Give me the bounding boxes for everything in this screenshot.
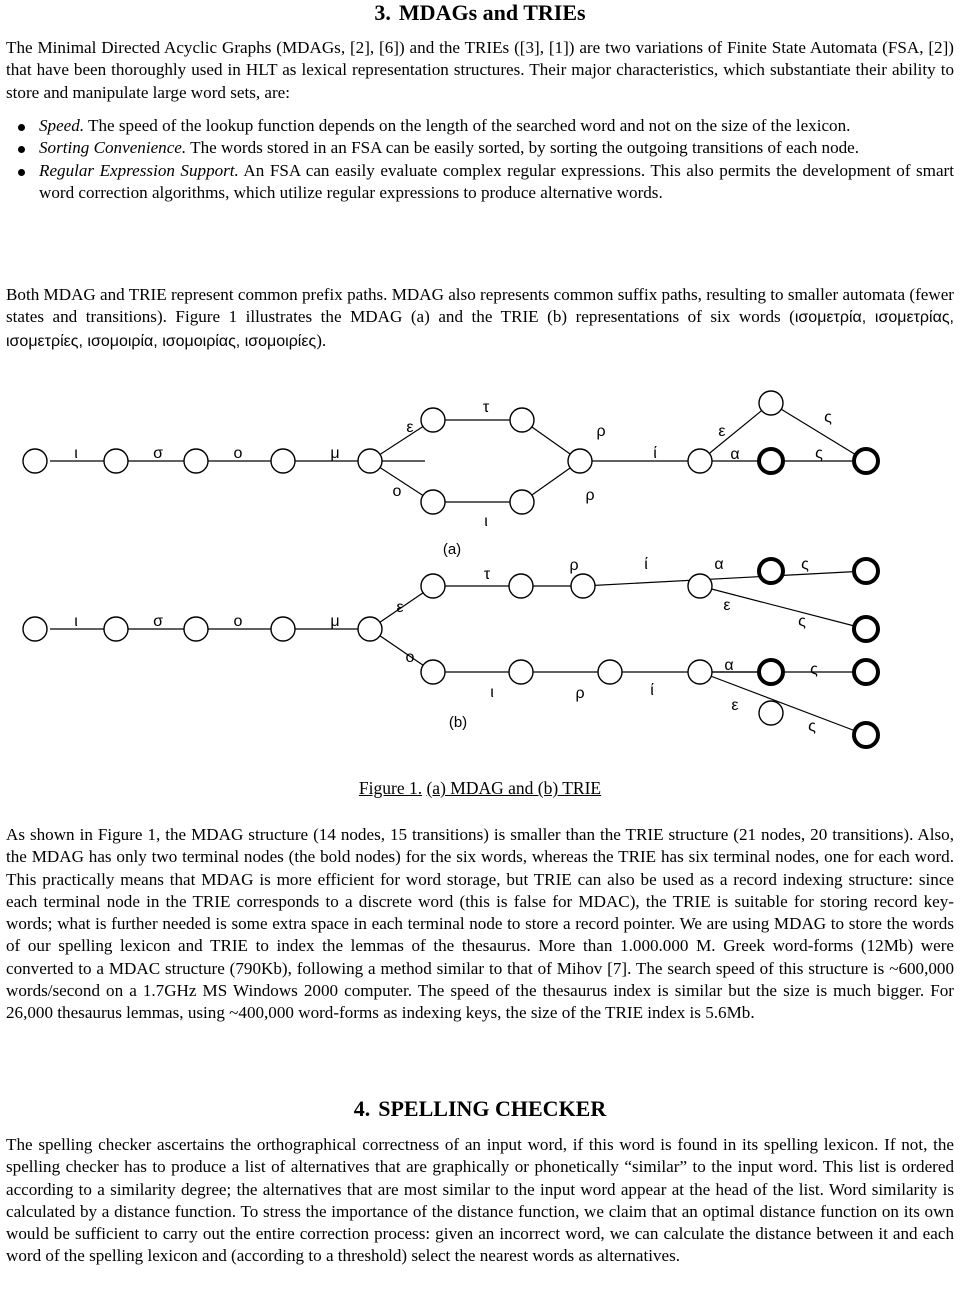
trie-node xyxy=(571,574,595,598)
section-3-heading xyxy=(0,0,960,26)
trie-edge-label: ε xyxy=(731,697,739,714)
trie-edge-label: ς xyxy=(798,613,806,630)
mdag-terminal-node xyxy=(759,449,783,473)
trie-terminal-node xyxy=(854,723,878,747)
trie-edge-label: ς xyxy=(801,556,809,573)
feature-text: The speed of the lookup function depends on the length of the searched word and not on the size of the lexicon. xyxy=(84,116,851,135)
bullet-icon xyxy=(18,146,25,153)
spelling-checker-paragraph: The spelling checker ascertains the orthographical correctness of an input word, if this word is found in its spelling lexicon. If not, the spelling checker has to produce a list of alternatives that are graphically or phonetically “similar” to the input word. This list is ordered according to a similarity degree; the alternatives that are most similar to the input word appear at the head of the list. Word similarity is calculated by a distance function. To stress the importance of the distance function, we claim that an optimal distance function on its own would be sufficient to carry out the entire correction process: given an incorrect word, we can calculate the distance between it and each word of the spelling lexicon and (according to a threshold) select the nearest words as alternatives. xyxy=(6,1135,954,1266)
trie-edge-label: ί xyxy=(650,682,654,699)
paragraph-text: Both MDAG and TRIE represent common prefix paths. MDAG also represents common suffix paths, resulting to smaller automata (fewer states and transitions). Figure 1 illustrates the MDAG (a) and the TRIE (b) representations of six words ( xyxy=(6,285,954,327)
caption-text: (a) MDAG and (b) TRIE xyxy=(426,778,602,798)
section-4-heading xyxy=(0,1096,960,1122)
mdag-node xyxy=(510,490,534,514)
mdag-edge-label: μ xyxy=(330,445,340,462)
mdag-edge-label: ο xyxy=(392,483,402,500)
trie-edge-label: ε xyxy=(396,599,404,616)
figure-1-diagram xyxy=(0,390,960,775)
trie-node xyxy=(421,660,445,684)
feature-text: The words stored in an FSA can be easily sorted, by sorting the outgoing transitions of each node. xyxy=(186,138,860,158)
feature-item xyxy=(6,115,954,137)
trie-node xyxy=(509,574,533,598)
feature-text: An FSA can easily evaluate complex regular expressions. This also permits the development of smart word correction algorithms, which utilize regular expressions to produce alternative words. xyxy=(39,160,954,202)
greek-word-list: ισομετρία, ισομετρίας, ισομετρίες, ισομοιρία, ισομοιρίας, ισομοιρίες xyxy=(6,309,954,350)
mdag-node xyxy=(688,449,712,473)
trie-edge-label: σ xyxy=(153,613,163,630)
mdag-node xyxy=(421,408,445,432)
mdag-edge-label: ι xyxy=(74,445,78,462)
trie-edge-label: α xyxy=(724,657,734,674)
mdag-edge-label: ρ xyxy=(596,423,606,440)
trie-terminal-node xyxy=(854,617,878,641)
trie-edge-label: μ xyxy=(330,613,340,630)
trie-edge-label: ς xyxy=(810,661,818,678)
trie-edge xyxy=(583,571,866,586)
panel-label-b: (b) xyxy=(448,714,468,731)
mdag-node xyxy=(358,449,382,473)
mdag-terminal-node xyxy=(854,449,878,473)
mdag-node xyxy=(568,449,592,473)
mdag-edge-label: ο xyxy=(233,445,243,462)
mdag-trie-comparison-paragraph: As shown in Figure 1, the MDAG structure (14 nodes, 15 transitions) is smaller than the TRIE structure (21 nodes, 20 transitions). Also, the MDAG has only two terminal nodes (the bold nodes) for the six words, whereas the TRIE has six terminal nodes, one for each word. This practically means that MDAG is more efficient for word storage, but TRIE can also be used as a record indexing structure: since each terminal node in the TRIE corresponds to a discrete word (this is false for MDAC), the TRIE is suitable for storing record key-words; what is further needed is some extra space in each terminal node to store a record pointer. We are using MDAG to store the words of our spelling lexicon and TRIE to index the lemmas of the thesaurus. More than 1.000.000 M. Greek word-forms (12Mb) were converted to a MDAC structure (790Kb), following a method similar to that of Mihov [7]. The search speed of this structure is ~600,000 words/second on a 1.7GHz MS Windows 2000 computer. The speed of the thesaurus index is similar but the size is much bigger. For 26,000 thesaurus lemmas, using ~400,000 word-forms as indexing keys, the size of the TRIE index is 5.6Mb. xyxy=(6,825,954,1023)
mdag-node xyxy=(23,449,47,473)
bullet-icon xyxy=(18,124,25,131)
panel-label-a: (a) xyxy=(442,541,462,558)
trie-edge-label: ι xyxy=(490,684,494,701)
trie-edge-label: ρ xyxy=(569,557,579,574)
mdag-edge-label: ί xyxy=(653,445,657,462)
trie-edge-label: ς xyxy=(808,718,816,735)
section-title: MDAGs and TRIEs xyxy=(398,0,586,25)
feature-term: Regular Expression Support. xyxy=(39,160,239,180)
trie-edge-label: ί xyxy=(644,556,648,573)
trie-node xyxy=(759,701,783,725)
trie-edge-label: ι xyxy=(74,613,78,630)
mdag-node xyxy=(104,449,128,473)
mdag-edge-label: σ xyxy=(153,445,163,462)
trie-node xyxy=(598,660,622,684)
mdag-edge-label: ς xyxy=(815,445,823,462)
mdag-edge-label: τ xyxy=(482,399,490,416)
intro-paragraph: The Minimal Directed Acyclic Graphs (MDAGs, [2], [6]) and the TRIEs ([3], [1]) are two variations of Finite State Automata (FSA, [2]) that have been thoroughly used in HLT as lexical representation structures. Their major characteristics, which substantiate their ability to store and manipulate large word sets, are: xyxy=(6,38,954,102)
mdag-edge-label: ρ xyxy=(585,487,595,504)
trie-node xyxy=(421,574,445,598)
feature-item xyxy=(6,137,954,159)
feature-term: Speed. xyxy=(39,116,85,135)
mdag-edge-label: ε xyxy=(406,419,414,436)
caption-prefix: Figure 1. xyxy=(358,778,423,798)
mdag-node xyxy=(759,391,783,415)
feature-item xyxy=(6,160,954,205)
trie-edge-label: τ xyxy=(483,566,491,583)
trie-terminal-node xyxy=(854,660,878,684)
trie-node xyxy=(104,617,128,641)
mdag-edge-label: α xyxy=(730,446,740,463)
trie-edge-label: α xyxy=(714,556,724,573)
mdag-node xyxy=(271,449,295,473)
paragraph-text: ). xyxy=(316,330,327,350)
mdag-edge-label: ς xyxy=(824,409,832,426)
mdag-node xyxy=(184,449,208,473)
trie-node xyxy=(509,660,533,684)
mdag-edge-label: ε xyxy=(718,423,726,440)
trie-edge xyxy=(700,672,866,735)
figure-intro-paragraph xyxy=(6,284,954,353)
trie-terminal-node xyxy=(854,559,878,583)
section-number: 3. xyxy=(374,0,391,25)
figure-caption xyxy=(0,777,960,799)
section-title: SPELLING CHECKER xyxy=(378,1096,607,1121)
trie-node xyxy=(358,617,382,641)
trie-node xyxy=(23,617,47,641)
trie-node xyxy=(271,617,295,641)
trie-terminal-node xyxy=(759,660,783,684)
trie-node xyxy=(688,574,712,598)
section-number: 4. xyxy=(353,1096,371,1121)
trie-edge-label: ο xyxy=(233,613,243,630)
feature-term: Sorting Convenience. xyxy=(39,138,187,158)
mdag-edge-label: ι xyxy=(484,513,488,530)
trie-terminal-node xyxy=(759,559,783,583)
trie-node xyxy=(184,617,208,641)
trie-node xyxy=(688,660,712,684)
trie-edge-label: ρ xyxy=(575,685,585,702)
bullet-icon xyxy=(18,169,25,176)
mdag-node xyxy=(510,408,534,432)
trie-edge-label: ε xyxy=(723,597,731,614)
feature-list xyxy=(6,115,954,204)
trie-edge-label: ο xyxy=(405,649,415,666)
mdag-node xyxy=(421,490,445,514)
